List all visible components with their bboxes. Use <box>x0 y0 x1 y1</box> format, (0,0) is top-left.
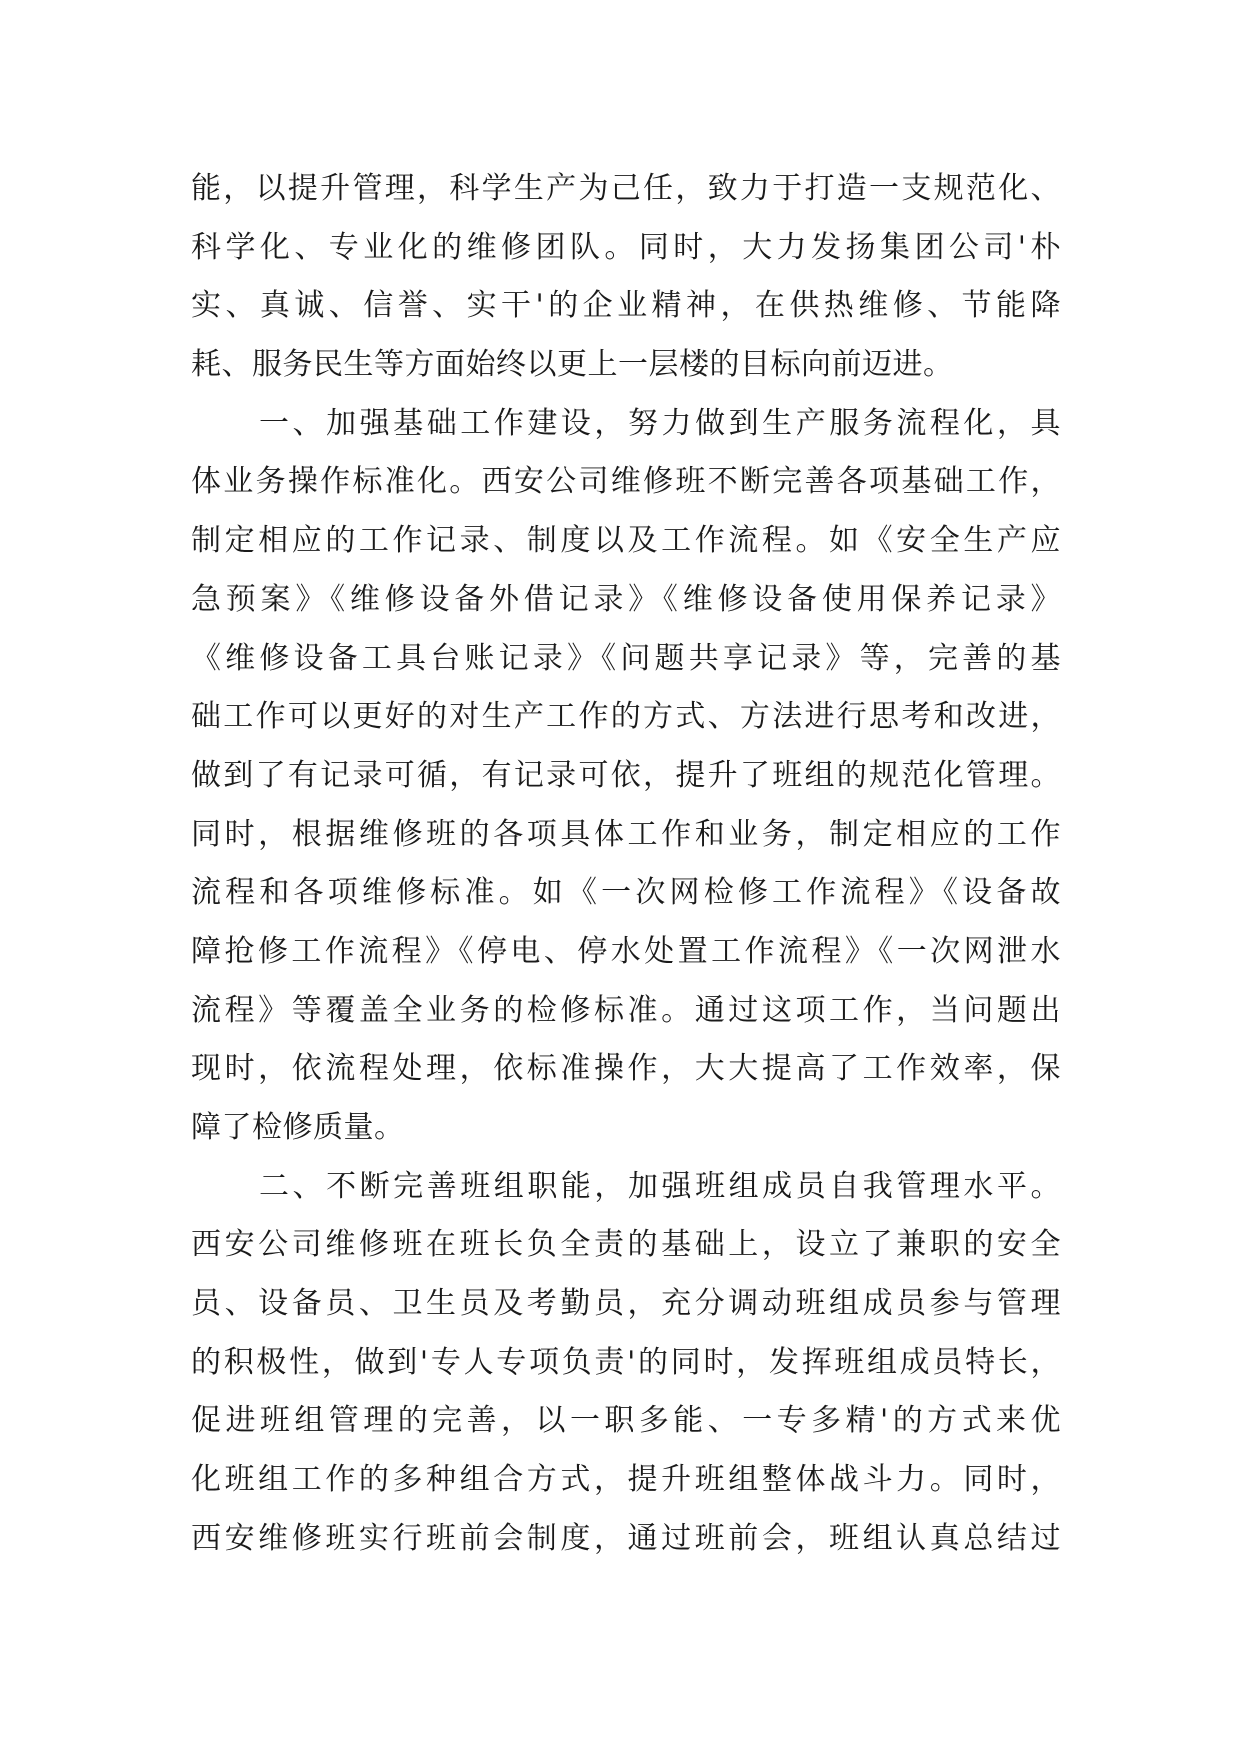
text-line: 西安公司维修班在班长负全责的基础上，设立了兼职的安全 <box>191 1227 1061 1263</box>
section-heading-line: 二、不断完善班组职能，加强班组成员自我管理水平。 <box>259 1168 1061 1204</box>
body-text <box>191 160 1061 1569</box>
text-line: 西安维修班实行班前会制度，通过班前会，班组认真总结过 <box>191 1520 1061 1556</box>
text-line: 制定相应的工作记录、制度以及工作流程。如《安全生产应 <box>191 523 1061 559</box>
text-line: 流程》等覆盖全业务的检修标准。通过这项工作，当问题出 <box>191 992 1061 1028</box>
text-line: 障抢修工作流程》《停电、停水处置工作流程》《一次网泄水 <box>191 933 1061 969</box>
section-heading-line: 一、加强基础工作建设，努力做到生产服务流程化，具 <box>259 405 1061 441</box>
text-line: 化班组工作的多种组合方式，提升班组整体战斗力。同时， <box>191 1462 1061 1498</box>
text-line: 础工作可以更好的对生产工作的方式、方法进行思考和改进， <box>191 699 1061 735</box>
text-line: 同时，根据维修班的各项具体工作和业务，制定相应的工作 <box>191 816 1061 852</box>
text-line: 能，以提升管理，科学生产为己任，致力于打造一支规范化、 <box>191 171 1061 206</box>
text-line: 障了检修质量。 <box>191 1110 405 1145</box>
text-line: 耗、服务民生等方面始终以更上一层楼的目标向前迈进。 <box>191 347 954 383</box>
text-line: 流程和各项维修标准。如《一次网检修工作流程》《设备故 <box>191 875 1061 911</box>
text-line: 的积极性，做到'专人专项负责'的同时，发挥班组成员特长， <box>191 1344 1061 1380</box>
text-line: 员、设备员、卫生员及考勤员，充分调动班组成员参与管理 <box>191 1286 1061 1322</box>
text-line: 《维修设备工具台账记录》《问题共享记录》等，完善的基 <box>191 640 1061 676</box>
text-line: 急预案》《维修设备外借记录》《维修设备使用保养记录》 <box>191 581 1061 617</box>
text-line: 实、真诚、信誉、实干'的企业精神，在供热维修、节能降 <box>191 288 1061 324</box>
text-line: 体业务操作标准化。西安公司维修班不断完善各项基础工作， <box>191 464 1061 500</box>
text-line: 现时，依流程处理，依标准操作，大大提高了工作效率，保 <box>191 1051 1061 1087</box>
text-line: 促进班组管理的完善，以一职多能、一专多精'的方式来优 <box>191 1403 1061 1439</box>
text-line: 科学化、专业化的维修团队。同时，大力发扬集团公司'朴 <box>191 229 1061 265</box>
text-line: 做到了有记录可循，有记录可依，提升了班组的规范化管理。 <box>191 757 1061 793</box>
